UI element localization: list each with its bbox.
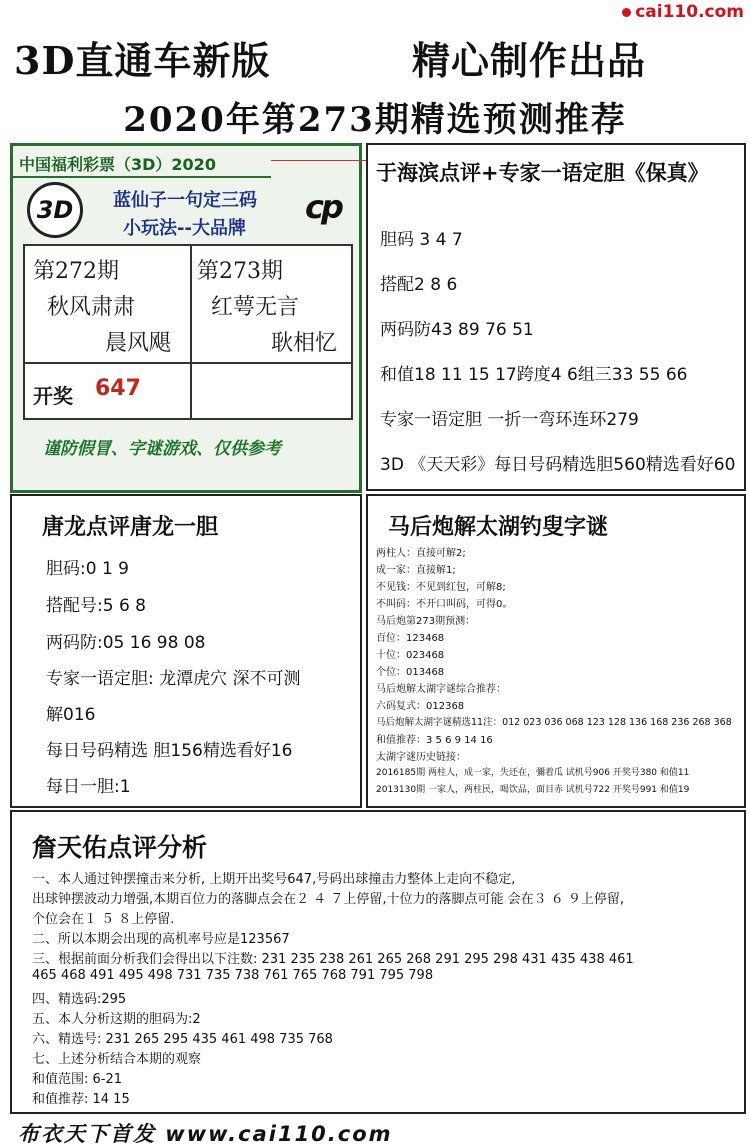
prev-period-label: 第272期 bbox=[33, 259, 119, 284]
analysis-line: 和值范围: 6-21 bbox=[32, 1072, 123, 1087]
expert-line: 两码防43 89 76 51 bbox=[380, 320, 534, 340]
grid-divider-horizontal bbox=[25, 362, 351, 364]
riddle-line: 2016185期 两柱人，成一家，失还在，彌着瓜 试机号906 开奖号380 和值11 bbox=[376, 768, 690, 778]
expert-line: 胆码 3 4 7 bbox=[380, 230, 463, 250]
title-underline bbox=[13, 176, 271, 178]
lottery-info-panel bbox=[10, 143, 362, 493]
analysis-line: 五、本人分析这期的胆码为:2 bbox=[32, 1012, 201, 1027]
site-logo bbox=[622, 2, 744, 22]
panel-slogan-2: 小玩法--大品牌 bbox=[123, 218, 246, 239]
tanglong-line: 每日一胆:1 bbox=[46, 777, 131, 797]
riddle-line: 十位：023468 bbox=[376, 650, 445, 661]
logo-dot-icon bbox=[622, 8, 631, 17]
riddle-line: 不见钱：不见到红包，可解8; bbox=[376, 582, 506, 593]
header-left-title: 3D直通车新版 bbox=[14, 38, 271, 83]
tanglong-panel bbox=[10, 494, 362, 808]
analysis-line: 个位会在１ ５ ８上停留. bbox=[32, 912, 175, 927]
tanglong-line: 解016 bbox=[46, 705, 96, 725]
riddle-line: 马后炮解太湖字谜精选11注：012 023 036 068 123 128 136 168 236 268 368 bbox=[376, 717, 732, 728]
analysis-line: 七、上述分析结合本期的观察 bbox=[32, 1052, 202, 1067]
riddle-grid bbox=[23, 244, 353, 420]
footer-source: 布衣天下首发 www.cai110.com bbox=[18, 1122, 393, 1146]
panel-slogan-1: 蓝仙子一句定三码 bbox=[113, 190, 257, 211]
disclaimer: 谨防假冒、字谜游戏、仅供参考 bbox=[43, 439, 281, 459]
riddle-analysis-panel bbox=[366, 494, 746, 808]
cp-brand-icon: cp bbox=[305, 188, 341, 226]
tanglong-line: 两码防:05 16 98 08 bbox=[46, 633, 206, 653]
tanglong-line: 专家一语定胆: 龙潭虎穴 深不可测 bbox=[46, 669, 301, 689]
riddle-line: 个位：013468 bbox=[376, 667, 445, 678]
current-period-label: 第273期 bbox=[197, 259, 283, 284]
current-riddle-line2: 耿相忆 bbox=[271, 331, 338, 356]
riddle-line: 百位：123468 bbox=[376, 633, 445, 644]
grid-divider-vertical bbox=[190, 246, 192, 420]
prev-riddle-line2: 晨风飓 bbox=[105, 331, 172, 356]
analysis-line: 六、精选号: 231 265 295 435 461 498 735 768 bbox=[32, 1032, 333, 1047]
analysis-line: 三、根据前面分析我们会得出以下注数: 231 235 238 261 265 268 291 295 298 431 435 438 461 bbox=[32, 952, 634, 967]
expert-line: 专家一语定胆 一折一弯环连环279 bbox=[380, 410, 639, 430]
zhantianyou-title: 詹天佑点评分析 bbox=[32, 833, 208, 862]
expert-review-title: 于海滨点评+专家一语定胆《保真》 bbox=[376, 161, 709, 185]
riddle-line: 马后炮第273期预测： bbox=[376, 616, 476, 627]
analysis-line: 一、本人通过钟摆撞击来分析, 上期开出奖号647,号码出球撞击力整体上走向不稳定, bbox=[32, 872, 516, 887]
riddle-line: 马后炮解太湖字谜综合推荐： bbox=[376, 684, 506, 695]
analysis-line: 出球钟摆波动力增强,本期百位力的落脚点会在２ ４ ７上停留,十位力的落脚点可能 会在３ ６ ９上停留, bbox=[32, 892, 625, 907]
header-right-title: 精心制作出品 bbox=[412, 38, 647, 83]
expert-line: 和值18 11 15 17跨度4 6组三33 55 66 bbox=[380, 365, 688, 385]
red-rule bbox=[271, 160, 367, 161]
draw-label: 开奖 bbox=[33, 384, 73, 408]
expert-review-panel bbox=[366, 143, 746, 491]
riddle-line: 太湖字谜历史链接： bbox=[376, 752, 466, 763]
tanglong-title: 唐龙点评唐龙一胆 bbox=[42, 515, 219, 540]
tanglong-line: 每日号码精选 胆156精选看好16 bbox=[46, 741, 293, 761]
analysis-line: 和值推荐: 14 15 bbox=[32, 1092, 130, 1107]
analysis-line: 四、精选码:295 bbox=[32, 992, 127, 1007]
riddle-analysis-title: 马后炮解太湖钓叟字谜 bbox=[388, 515, 609, 540]
riddle-line: 两柱人：直接可解2; bbox=[376, 548, 466, 559]
draw-result: 647 bbox=[95, 376, 141, 401]
riddle-line: 2013130期 一家人，两柱民，喝饮品，面目赤 试机号722 开奖号991 和值19 bbox=[376, 785, 690, 795]
riddle-line: 和值推荐：3 5 6 9 14 16 bbox=[376, 735, 493, 746]
3d-logo-icon: 3D bbox=[27, 182, 83, 238]
riddle-line: 成一家：直接解1; bbox=[376, 565, 456, 576]
tanglong-line: 搭配号:5 6 8 bbox=[46, 596, 146, 616]
issue-title: 2020年第273期精选预测推荐 bbox=[123, 100, 627, 140]
analysis-line: 二、所以本期会出现的高机率号应是123567 bbox=[32, 932, 290, 947]
zhantianyou-panel bbox=[10, 810, 746, 1114]
riddle-line: 六码复式：012368 bbox=[376, 701, 465, 712]
tanglong-line: 胆码:0 1 9 bbox=[46, 559, 129, 579]
expert-line: 搭配2 8 6 bbox=[380, 275, 458, 295]
expert-line: 3D 《天天彩》每日号码精选胆560精选看好60 bbox=[380, 455, 736, 475]
site-domain: cai110.com bbox=[635, 2, 744, 22]
prev-riddle-line1: 秋风肃肃 bbox=[47, 295, 136, 320]
analysis-line: 465 468 491 495 498 731 735 738 761 765 768 791 795 798 bbox=[32, 968, 434, 983]
riddle-line: 不叫码：不开口叫码，可得0。 bbox=[376, 599, 513, 610]
lottery-panel-title: 中国福利彩票（3D）2020 bbox=[19, 155, 216, 174]
current-riddle-line1: 红萼无言 bbox=[211, 295, 300, 320]
